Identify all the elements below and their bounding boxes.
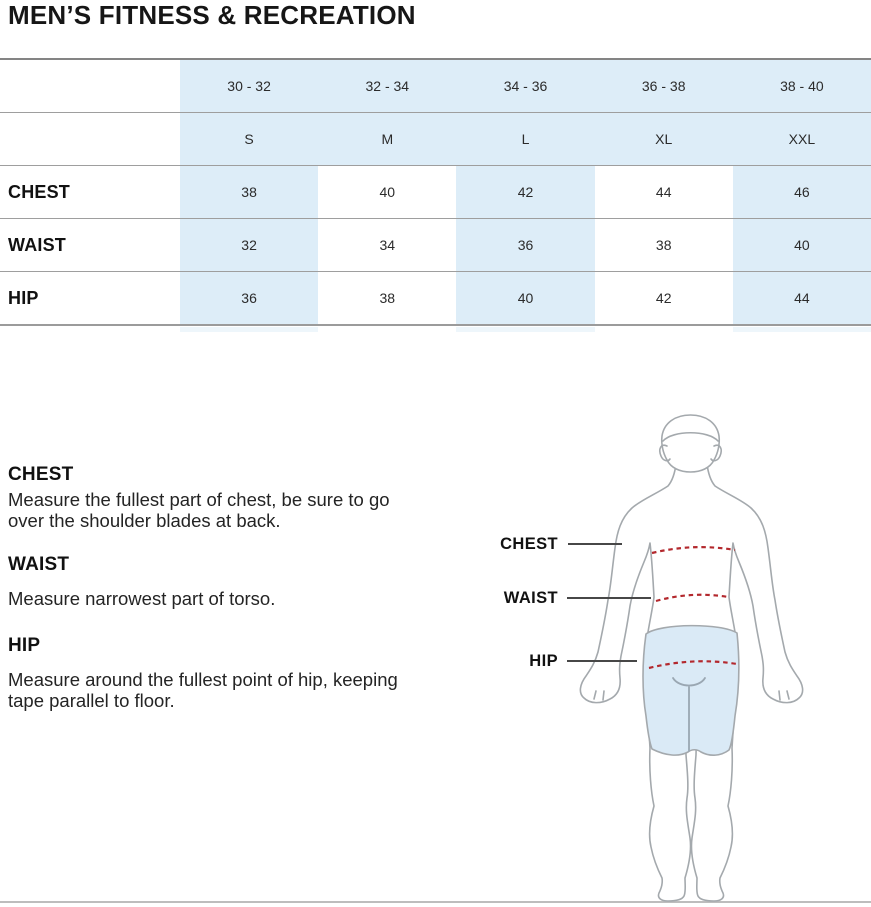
size-header-cell: S xyxy=(180,113,318,165)
measurement-value-cell: 44 xyxy=(655,184,672,200)
measurement-value-cell: 44 xyxy=(733,272,871,324)
instruction-heading: CHEST xyxy=(8,464,74,485)
swim-shorts xyxy=(643,626,739,756)
measurement-value-cell: 40 xyxy=(456,272,594,324)
table-column-shadow xyxy=(733,327,871,332)
instruction-heading: HIP xyxy=(8,635,41,656)
measurement-value-cell: 40 xyxy=(379,184,396,200)
hip-pointer-line xyxy=(567,660,637,662)
measurement-value-cell: 40 xyxy=(733,219,871,271)
size-table xyxy=(0,58,871,326)
waist-pointer-line xyxy=(567,597,651,599)
instruction-text: Measure around the fullest point of hip, keeping tape parallel to floor. xyxy=(8,669,398,711)
waist-range-header-cell: 36 - 38 xyxy=(595,60,733,112)
measurement-value-cell: 32 xyxy=(180,219,318,271)
measurement-row-label: HIP xyxy=(8,287,39,308)
measurement-value-cell: 38 xyxy=(655,237,672,253)
hip-row xyxy=(0,271,871,324)
waist-range-header-cell: 34 - 36 xyxy=(456,60,594,112)
size-header-row xyxy=(0,112,871,165)
measurement-value-cell: 42 xyxy=(456,166,594,218)
waist-range-header-cell: 38 - 40 xyxy=(733,60,871,112)
size-header-cell: L xyxy=(456,113,594,165)
waist-row xyxy=(0,218,871,271)
measurement-value-cell: 36 xyxy=(180,272,318,324)
measurement-value-cell: 36 xyxy=(456,219,594,271)
figure-waist-label: WAIST xyxy=(503,589,558,607)
size-header-cell: XL xyxy=(595,113,733,165)
waist-range-header-cell: 32 - 34 xyxy=(318,60,456,112)
figure-chest-label: CHEST xyxy=(500,535,558,553)
waist-range-header-cell: 30 - 32 xyxy=(180,60,318,112)
size-header-cell: XXL xyxy=(733,113,871,165)
size-header-cell: M xyxy=(318,113,456,165)
table-column-shadow xyxy=(456,327,594,332)
measurement-row-label: WAIST xyxy=(8,234,66,255)
chest-pointer-line xyxy=(568,543,622,545)
measurement-row-label: CHEST xyxy=(8,181,71,202)
chest-row xyxy=(0,165,871,218)
page-title: MEN’S FITNESS & RECREATION xyxy=(8,0,416,30)
measurement-value-cell: 38 xyxy=(379,290,396,306)
empty-corner-cell xyxy=(0,113,180,165)
waist-range-header-row xyxy=(0,60,871,112)
instruction-text: Measure narrowest part of torso. xyxy=(8,588,276,609)
instruction-heading: WAIST xyxy=(8,554,70,575)
measurement-value-cell: 46 xyxy=(733,166,871,218)
figure-hip-label: HIP xyxy=(529,652,558,670)
table-column-shadow xyxy=(180,327,318,332)
empty-corner-cell xyxy=(0,60,180,112)
measurement-value-cell: 34 xyxy=(379,237,396,253)
measurement-value-cell: 42 xyxy=(655,290,672,306)
instruction-text: Measure the fullest part of chest, be sure to go over the shoulder blades at back. xyxy=(8,489,390,531)
body-figure-diagram xyxy=(0,400,871,907)
measurement-value-cell: 38 xyxy=(180,166,318,218)
head-outline xyxy=(662,415,720,472)
